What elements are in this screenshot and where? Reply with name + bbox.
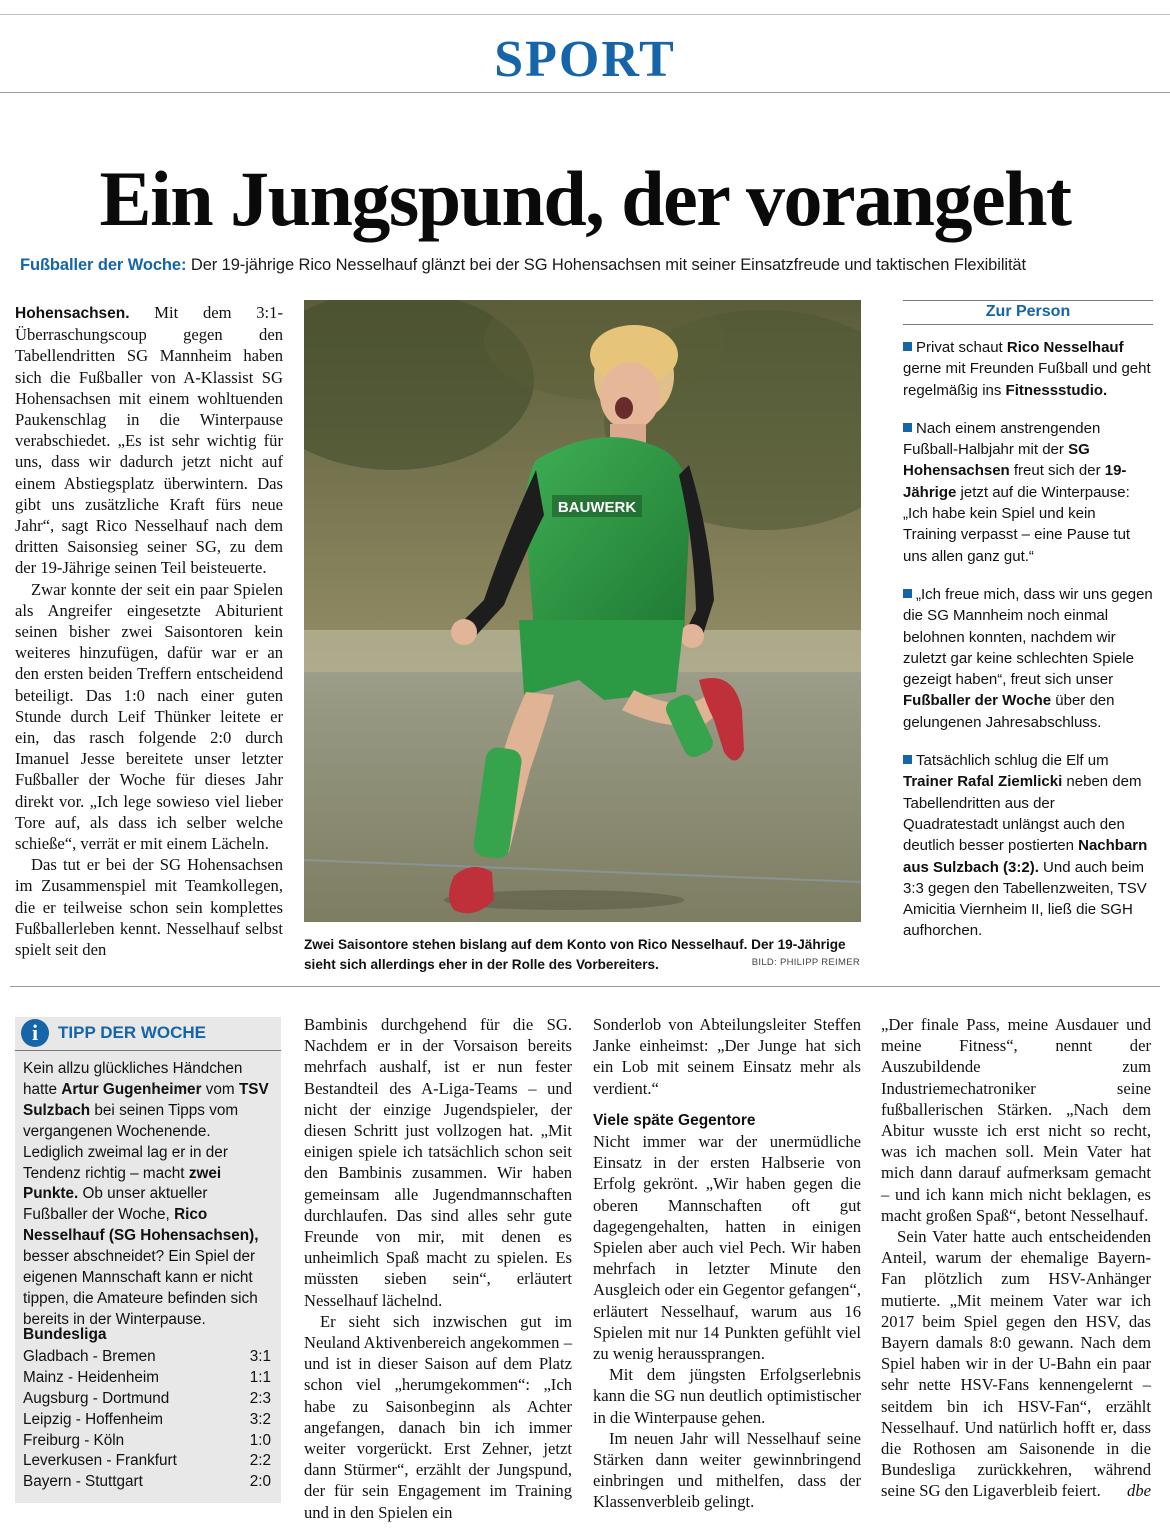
dateline: Hohensachsen. [15, 305, 130, 322]
score: 2:0 [249, 1473, 271, 1491]
result-row [23, 1368, 271, 1389]
headline: Ein Jungspund, der vorangeht [99, 155, 1071, 242]
text: gerne mit Freunden Fußball und geht regelmäßig ins [903, 360, 1151, 399]
league-label: Bundesliga [23, 1326, 107, 1343]
player-celebration-illustration [304, 300, 861, 922]
match: Leipzig - Hoffenheim [23, 1410, 164, 1428]
score: 3:2 [249, 1410, 271, 1428]
text: freut sich der [1009, 462, 1105, 480]
text: Kein allzu glückliches Händchen hatte [23, 1060, 243, 1098]
result-row [23, 1431, 271, 1452]
article-photo [304, 300, 861, 922]
person-item [903, 750, 1153, 942]
person-item [903, 418, 1153, 567]
paragraph [881, 1226, 1151, 1502]
subline [20, 256, 1160, 275]
match: Gladbach - Bremen [23, 1348, 156, 1365]
result-row [23, 1472, 271, 1493]
subheading: Viele späte Gegentore [593, 1111, 756, 1129]
text: über den gelungenen Jahresabschluss. [903, 692, 1115, 731]
text: Privat schaut [916, 339, 1007, 356]
text: jetzt auf die Winterpause: „Ich habe kein Spiel und kein Training verpasst – eine Pause tut uns allen ganz gut.“ [903, 483, 1131, 565]
person-infobox [903, 300, 1153, 942]
result-row [23, 1389, 271, 1410]
paragraph-text: Mit dem 3:1-Überraschungscoup gegen den Tabellendritten SG Mannheim haben sich die Fußballer von A-Klassist SG Hohensachsen mit einem wohltuenden Paukenschlag in die Winterpause verabschiedet. „Es ist sehr wichtig für uns, dass wir dadurch jetzt nicht auf einem Abstiegsplatz überwintern. Das gibt uns zusätzliche Kraft fürs neue Jahr“, sagt Rico Nesselhauf nach dem dritten Saisonsieg seiner SG, zu dem der 19-Jährige seinen Teil beisteuerte. [15, 303, 283, 578]
tip-of-the-week-box [15, 1017, 281, 1503]
top-rule [0, 14, 1170, 15]
text: bei seinen Tipps vom vergangenen Wochenende. Lediglich zweimal lag er in der Tendenz richtig – macht [23, 1101, 239, 1182]
paragraph: Zwar konnte der seit ein paar Spielen als Angreifer eingesetzte Abiturient seinen bisher zwei Saisontoren kein weiteres hinzufügen, dafür war er an den ersten beiden Treffern entscheidend beteiligt. Das 1:0 nach einer guten Stunde durch Leif Thünker leitete er ein, das rasch folgende 2:0 durch Imanuel Jesse bereitete unser letzter Fußballer der Woche für dieses Jahr direkt vor. „Ich lege sowieso viel lieber Tore auf, als dass ich selber welche schieße“, verrät er mit einem Lächeln. [15, 579, 283, 854]
tip-text [23, 1059, 275, 1331]
paragraph-text: Sein Vater hatte auch entscheidenden Anteil, warum der ehemalige Bayern-Fan plötzlich zum HSV-Anhänger mutierte. „Mit meinem Vater war ich 2017 beim Spiel gegen den HSV, das Bayern damals 8:0 gewann. Nach dem Spiel haben wir in der U-Bahn ein paar sehr nette HSV-Fans kennengelernt – seitdem bin ich HSV-Fan“, erzählt Nesselhauf. Und natürlich hofft er, dass die Rothosen am Saisonende in die Bundesliga zurückkehren, während seine SG den Ligaverbleib feiert. [881, 1227, 1151, 1501]
paragraph [15, 302, 283, 579]
bullet-square-icon [903, 423, 912, 432]
match: Augsburg - Dortmund [23, 1389, 170, 1407]
bold-text: SG Hohensachsen [903, 441, 1090, 480]
author-signature: dbe [1127, 1481, 1151, 1501]
section-rule [0, 92, 1170, 93]
subline-kicker: Fußballer der Woche: [20, 256, 187, 274]
result-row [23, 1451, 271, 1472]
person-item [903, 584, 1153, 733]
tip-header [15, 1017, 281, 1051]
paragraph: Mit dem jüngsten Erfolgserlebnis kann die SG nun deutlich optimistischer in die Winterpause gehen. [593, 1365, 861, 1427]
text: „Ich freue mich, dass wir uns gegen die SG Mannheim noch einmal belohnen konnten, nachdem wir zuletzt gar keine schlechten Spiele gezeigt haben“, freut sich unser [903, 585, 1153, 689]
paragraph: Im neuen Jahr will Nesselhauf seine Stärken dann weiter gewinnbringend einbringen und mithelfen, dass der Klassenverbleib gelingt. [593, 1428, 861, 1512]
tip-title: TIPP DER WOCHE [58, 1023, 206, 1042]
match: Mainz - Heidenheim [23, 1368, 160, 1386]
subline-text: Der 19-jährige Rico Nesselhauf glänzt bei der SG Hohensachsen mit seiner Einsatzfreude und taktischen Flexibilität [186, 256, 1026, 274]
results-list [23, 1347, 271, 1493]
text: besser abschneidet? Ein Spiel der eigenen Mannschaft kann er nicht tippen, die Amateure befinden sich bereits in der Winterpause. [23, 1248, 258, 1328]
paragraph: Bambinis durchgehend für die SG. Nachdem er in der Vorsaison bereits mehrfach aushalf, ist er nun fester Bestandteil des A-Liga-Teams – und nicht der einzige Jugendspieler, der diesen Schritt just vollzogen hat. „Mit einigen spiele ich tatsächlich schon seit den Bambinis zusammen. Wir haben gemeinsam alle Jugendmannschaften durchlaufen. Das sind alles sehr gute Freunde von mir, mit denen es unheimlich Spaß macht zu spielen. Es müssten sieben sein“, erläutert Nesselhauf lächelnd. [304, 1015, 572, 1310]
text: Nach einem anstrengenden Fußball-Halbjahr mit der [903, 419, 1101, 459]
shirt-sponsor: BAUWERK [557, 499, 637, 516]
score: 1:0 [249, 1431, 271, 1449]
match: Bayern - Stuttgart [23, 1473, 143, 1491]
bold-text: zwei Punkte. [23, 1164, 222, 1203]
article-column-4 [881, 1014, 1151, 1502]
bullet-square-icon [903, 589, 912, 598]
bold-text: Rico Nesselhauf [1006, 339, 1124, 356]
bold-text: TSV Sulzbach [23, 1080, 269, 1119]
article-column-1 [15, 302, 283, 960]
score: 2:2 [249, 1452, 271, 1470]
result-row [23, 1347, 271, 1368]
paragraph: Nicht immer war der unermüdliche Einsatz in der ersten Halbserie von Erfolg gekrönt. „Wir haben gegen die oberen Mannschaften oft gut dagegengehalten, hatten in einigen Spielen aber auch viel Pech. Wir haben mehrfach in letzter Minute den Ausgleich oder ein Gegentor gefangen“, erläutert Nesselhauf, warum aus 16 Spielen mit nur 14 Punkten gefühlt viel zu wenig heraussprangen. [593, 1132, 861, 1364]
paragraph: Das tut er bei der SG Hohensachsen im Zusammenspiel mit Teamkollegen, die er teilweise schon sein komplettes Fußballerleben kennt. Nesselhauf selbst spielt seit den [15, 855, 283, 960]
paragraph: Sonderlob von Abteilungsleiter Steffen Janke einheimst: „Der Junge hat sich ein Lob mit seinem Einsatz mehr als verdient.“ [593, 1015, 861, 1098]
text: neben dem Tabellendritten aus der Quadratestadt unlängst auch den deutlich besser postierten [903, 773, 1142, 855]
match: Leverkusen - Frankfurt [23, 1452, 177, 1470]
score: 2:3 [249, 1389, 271, 1407]
paragraph: „Der finale Pass, meine Ausdauer und meine Fitness“, nennt der Auszubildende zum Industriemechatroniker seine fußballerischen Stärken. „Nach dem Abitur wusste ich erst nicht so recht, was ich machen soll. Mein Vater hat mich dann darauf aufmerksam gemacht – und ich kann mich nicht beklagen, es macht großen Spaß“, betont Nesselhauf. [881, 1015, 1151, 1225]
text: vom [201, 1080, 239, 1098]
bold-text: Artur Gugenheimer [61, 1080, 202, 1098]
bold-text: Rico Nesselhauf (SG Hohensachsen), [23, 1206, 259, 1245]
article-column-3 [593, 1014, 861, 1513]
text: Und auch beim 3:3 gegen den Tabellenzweiten, TSV Amicitia Viernheim II, ließ die SGH aufhorchen. [903, 858, 1147, 940]
result-row [23, 1410, 271, 1431]
info-icon: i [21, 1019, 49, 1047]
divider [10, 986, 1160, 987]
bold-text: Fitnessstudio. [1005, 381, 1108, 399]
article-column-2 [304, 1014, 572, 1523]
score: 3:1 [249, 1348, 271, 1365]
bold-text: 19-Jährige [903, 462, 1127, 501]
photo-caption: Zwei Saisontore stehen bislang auf dem Konto von Rico Nesselhauf. Der 19-Jährige sieht sich allerdings eher in der Rolle des Vorbereiters. [304, 937, 846, 972]
bold-text: Fußballer der Woche [903, 692, 1052, 710]
person-infobox-title: Zur Person [903, 300, 1153, 325]
bullet-square-icon [903, 342, 912, 351]
bullet-square-icon [903, 755, 912, 764]
text: Tatsächlich schlug die Elf um [916, 752, 1109, 770]
paragraph: Er sieht sich inzwischen gut im Neuland Aktivenbereich angekommen – und ist in dieser Saison auf dem Platz schon viel „herumgekommen“: „Ich habe zu Saisonbeginn als Achter angefangen, danach bin ich immer weiter vorgerückt. Erst Zehner, jetzt dann Stürmer“, erzählt der Jungspund, der für sein Engagement im Training und in den Spielen ein [304, 1311, 572, 1522]
photo-credit: BILD: PHILIPP REIMER [751, 957, 860, 968]
person-item [903, 337, 1153, 401]
bold-text: Trainer Rafal Ziemlicki [903, 773, 1063, 791]
bold-text: Nachbarn aus Sulzbach (3:2). [903, 837, 1148, 876]
section-heading: SPORT [494, 31, 676, 88]
score: 1:1 [249, 1368, 271, 1386]
match: Freiburg - Köln [23, 1431, 125, 1449]
text: Ob unser aktueller Fußballer der Woche, [23, 1185, 208, 1224]
